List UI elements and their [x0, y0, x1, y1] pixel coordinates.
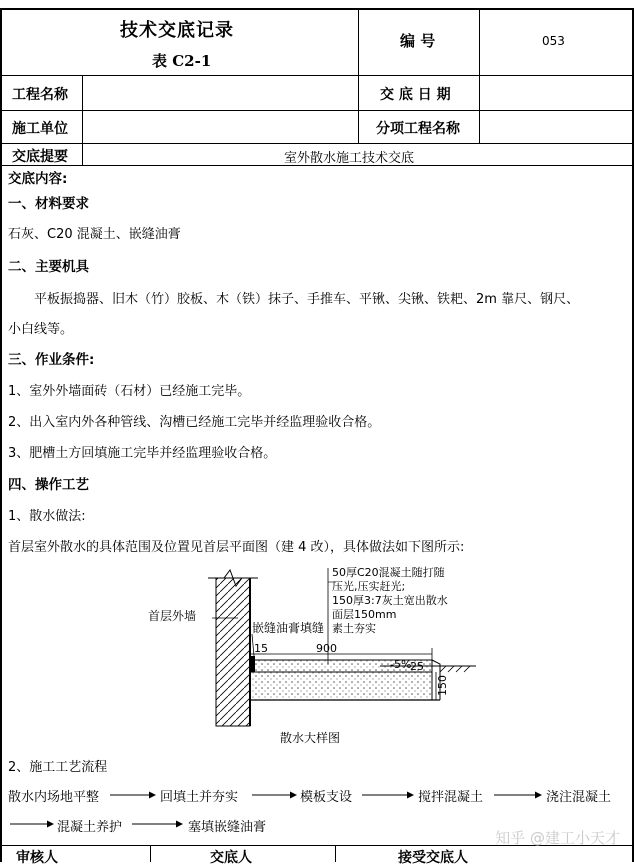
- form-number: 表 C2-1: [152, 52, 212, 70]
- footer-col-2: [335, 845, 336, 862]
- section-3-heading: 三、作业条件:: [8, 352, 95, 368]
- note-5: 素土夯实: [332, 622, 376, 635]
- slope-label: -5%: [390, 658, 412, 671]
- watermark: 知乎 @建工小天才: [495, 829, 620, 847]
- dim-15: 15: [254, 642, 268, 655]
- lime-soil-layer: [250, 672, 432, 700]
- flow-step-2: 回填土并夯实: [160, 790, 239, 805]
- project-name-label: 工程名称: [12, 87, 68, 103]
- section-3-item-2: 2、出入室内外各种管线、沟槽已经施工完毕并经监理验收合格。: [8, 415, 381, 430]
- discloser-label: 交底人: [210, 850, 252, 866]
- receiver-label: 接受交底人: [398, 850, 468, 866]
- col-line-b: [358, 8, 359, 143]
- wall-section: [216, 578, 250, 726]
- section-2-text-2: 小白线等。: [8, 322, 74, 337]
- reviewer-label: 审核人: [16, 850, 58, 866]
- col-line-c: [479, 8, 480, 143]
- note-2: 压光,压实赶光;: [332, 580, 406, 593]
- content-intro: 交底内容:: [8, 171, 68, 187]
- flow-step-7: 塞填嵌缝油膏: [188, 820, 267, 835]
- sub-project-label: 分项工程名称: [376, 121, 460, 137]
- wall-label: 首层外墙: [148, 609, 197, 623]
- summary-label: 交底提要: [12, 149, 68, 165]
- border-top: [0, 8, 634, 10]
- section-3-item-3: 3、肥槽土方回填施工完毕并经监理验收合格。: [8, 446, 277, 461]
- number-label: 编 号: [400, 32, 436, 50]
- contractor-label: 施工单位: [12, 121, 68, 137]
- section-2-heading: 二、主要机具: [8, 259, 89, 275]
- date-label: 交 底 日 期: [380, 87, 451, 103]
- number-value: 053: [542, 34, 565, 48]
- section-2-text-1: 平板振捣器、旧木（竹）胶板、木（铁）抹子、手推车、平锹、尖锹、铁耙、2m 靠尺、钢尺、: [34, 292, 580, 307]
- flow-step-6: 混凝土养护: [57, 820, 123, 835]
- section-3-item-1: 1、室外外墙面砖（石材）已经施工完毕。: [8, 384, 251, 399]
- section-1-heading: 一、材料要求: [8, 196, 89, 212]
- row-line-3: [0, 143, 634, 144]
- dim-900: 900: [316, 642, 337, 655]
- note-4: 面层150mm: [332, 608, 397, 621]
- row-line-2: [0, 110, 634, 111]
- footer-col-1: [150, 845, 151, 862]
- section-1-text: 石灰、C20 混凝土、嵌缝油膏: [8, 227, 181, 242]
- col-line-a: [82, 75, 83, 165]
- flow-step-1: 散水内场地平整: [8, 790, 100, 805]
- summary-value: 室外散水施工技术交底: [284, 151, 415, 166]
- section-4-sub-1: 1、散水做法:: [8, 509, 86, 524]
- section-4-heading: 四、操作工艺: [8, 477, 89, 493]
- border-left: [0, 8, 2, 862]
- joint-label: 嵌缝油膏填缝: [252, 621, 325, 635]
- note-3: 150厚3:7灰土宽出散水: [332, 594, 448, 607]
- apron-detail-figure: [140, 560, 480, 750]
- page-title: 技术交底记录: [120, 20, 234, 41]
- joint-sealant: [250, 656, 255, 672]
- dim-25: 25: [410, 660, 424, 673]
- figure-caption: 散水大样图: [280, 731, 341, 745]
- flow-step-5: 浇注混凝土: [546, 790, 612, 805]
- section-4-sub-2: 2、施工工艺流程: [8, 760, 108, 775]
- row-line-1: [0, 75, 634, 76]
- note-1: 50厚C20混凝土随打随: [332, 566, 445, 579]
- section-4-text-1: 首层室外散水的具体范围及位置见首层平面图（建 4 改），具体做法如下图所示:: [8, 540, 465, 555]
- flow-step-4: 搅拌混凝土: [418, 790, 484, 805]
- dim-150: 150: [436, 675, 449, 696]
- flow-step-3: 模板支设: [300, 790, 353, 805]
